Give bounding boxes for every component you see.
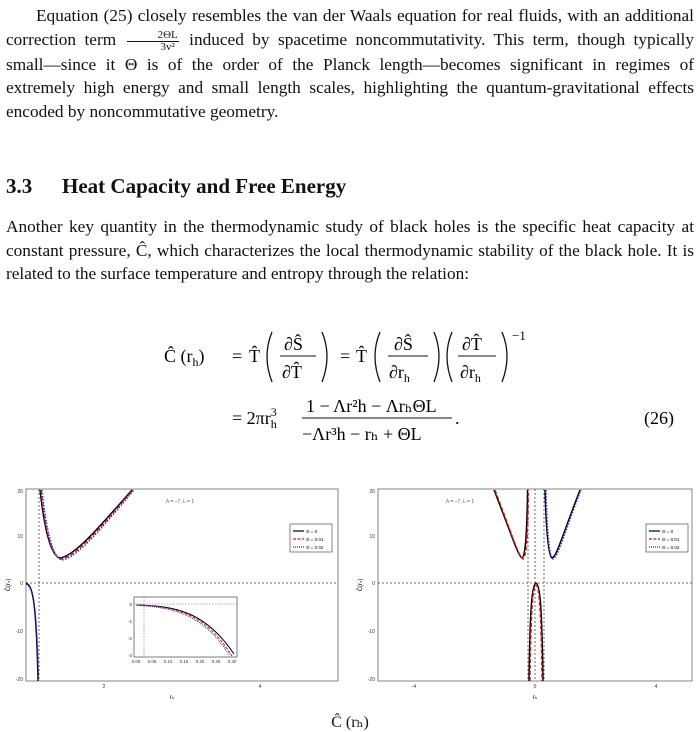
svg-text:0.10: 0.10 — [163, 659, 173, 664]
right-xtick-m4: -4 — [411, 684, 417, 690]
svg-text:0.20: 0.20 — [195, 659, 205, 664]
left-xlabel: rₕ — [169, 695, 175, 701]
left-legend-1: Θ = 0.01 — [306, 537, 324, 542]
left-legend-0: Θ = 0 — [306, 529, 318, 534]
right-ytick-m20: -20 — [367, 677, 375, 683]
eq-T-2: T̂ — [356, 346, 367, 366]
right-legend-0: Θ = 0 — [662, 529, 674, 534]
section-heading — [6, 174, 346, 199]
svg-text:0.30: 0.30 — [227, 659, 237, 664]
paragraph-text-before: Equation (25) closely resembles the van der Waals equation for real fluids, with an additional correction term — [6, 6, 694, 49]
fraction-denominator: 3v² — [160, 40, 175, 53]
svg-text:-1: -1 — [127, 619, 132, 624]
paragraph-vdw — [6, 4, 694, 123]
eq-T-1: T̂ — [249, 346, 260, 366]
left-ytick-m10: -10 — [15, 629, 23, 635]
eq-lhs: Ĉ $(r_h)$ — [164, 346, 205, 369]
frac1-den: ∂T̂ — [282, 362, 302, 382]
paren-right-1 — [322, 332, 327, 382]
left-ytick-top: 20 — [17, 489, 23, 495]
right-legend-2: Θ = 0.02 — [662, 545, 680, 550]
eq-exponent: −1 — [512, 328, 526, 343]
left-inset — [128, 597, 237, 664]
chart-right — [352, 486, 698, 706]
frac3-den: $\partial r_h$ — [460, 362, 481, 385]
left-ytick-0: 0 — [20, 581, 23, 587]
left-xtick-2: 2 — [102, 684, 106, 690]
svg-text:-3: -3 — [127, 653, 132, 658]
svg-text:0.05: 0.05 — [147, 659, 157, 664]
left-annotation: Λ = −7, L = 1 — [165, 499, 195, 505]
svg-text:0.25: 0.25 — [211, 659, 221, 664]
paren-right-3 — [502, 332, 507, 382]
right-annotation: Λ = −7, L = 1 — [445, 499, 475, 505]
figure-caption: Ĉ (rₕ) — [331, 714, 369, 731]
eq-line2-den: −Λr³h − rₕ + ΘL — [302, 424, 422, 444]
section-title: Heat Capacity and Free Energy — [62, 174, 347, 198]
eq-equals-2: = — [340, 346, 351, 366]
paragraph-heat-capacity: Another key quantity in the thermodynamic study of black holes is the specific heat capacity at constant pressure, Ĉ, which characterizes the local thermodynamic stability of the black hole. It is related to the surface temperature and entropy through the relation: — [6, 217, 694, 283]
paren-left-1 — [267, 332, 272, 382]
frac2-num: ∂Ŝ — [394, 334, 413, 354]
left-ytick-10: 10 — [17, 534, 23, 540]
left-ytick-m20: -20 — [15, 677, 23, 683]
frac2-den: $\partial r_h$ — [389, 362, 410, 385]
eq-line2-prefix: = $2\pi r^3$ h — [232, 405, 277, 431]
right-ytick-m10: -10 — [367, 629, 375, 635]
right-ytick-10: 10 — [369, 534, 375, 540]
svg-text:0: 0 — [129, 602, 132, 607]
right-ylabel: Ĉ(rₕ) — [358, 578, 364, 592]
right-xtick-0: 0 — [533, 684, 537, 690]
right-legend — [646, 524, 688, 552]
svg-text:0.00: 0.00 — [131, 659, 141, 664]
eq-equals-1: = — [232, 346, 243, 366]
paragraph-text-after: induced by spacetime noncommutativity. This term, though typically small—since it Θ is of the order of the Planck length—becomes significant in regimes of extremely high energy and small length scales, highlighting the quantum-gravitational effects encoded by noncommutative geometry. — [6, 29, 694, 121]
left-xtick-4: 4 — [258, 684, 262, 690]
left-legend-2: Θ = 0.02 — [306, 545, 324, 550]
correction-term-fraction — [127, 30, 179, 53]
right-xtick-4: 4 — [654, 684, 658, 690]
right-legend-1: Θ = 0.01 — [662, 537, 680, 542]
eq-period: . — [455, 408, 460, 428]
left-legend — [290, 524, 332, 552]
svg-text:0.15: 0.15 — [179, 659, 189, 664]
paren-left-3 — [447, 332, 452, 382]
frac1-num: ∂Ŝ — [284, 334, 303, 354]
right-ytick-top: 20 — [369, 489, 375, 495]
paren-left-2 — [375, 332, 380, 382]
frac3-num: ∂T̂ — [462, 334, 482, 354]
svg-text:-2: -2 — [127, 636, 132, 641]
fraction-numerator: 2ΘL — [127, 30, 179, 42]
left-ylabel: Ĉ(rₕ) — [6, 578, 12, 592]
paren-right-2 — [434, 332, 439, 382]
equation-number: (26) — [644, 408, 674, 428]
right-ytick-0: 0 — [372, 581, 375, 587]
section-number: 3.3 — [6, 174, 33, 198]
right-xlabel: rₕ — [532, 695, 538, 701]
chart-left — [0, 486, 345, 706]
equation-26 — [0, 318, 700, 448]
eq-line2-num: 1 − Λr²h − ΛrₕΘL — [306, 396, 437, 416]
